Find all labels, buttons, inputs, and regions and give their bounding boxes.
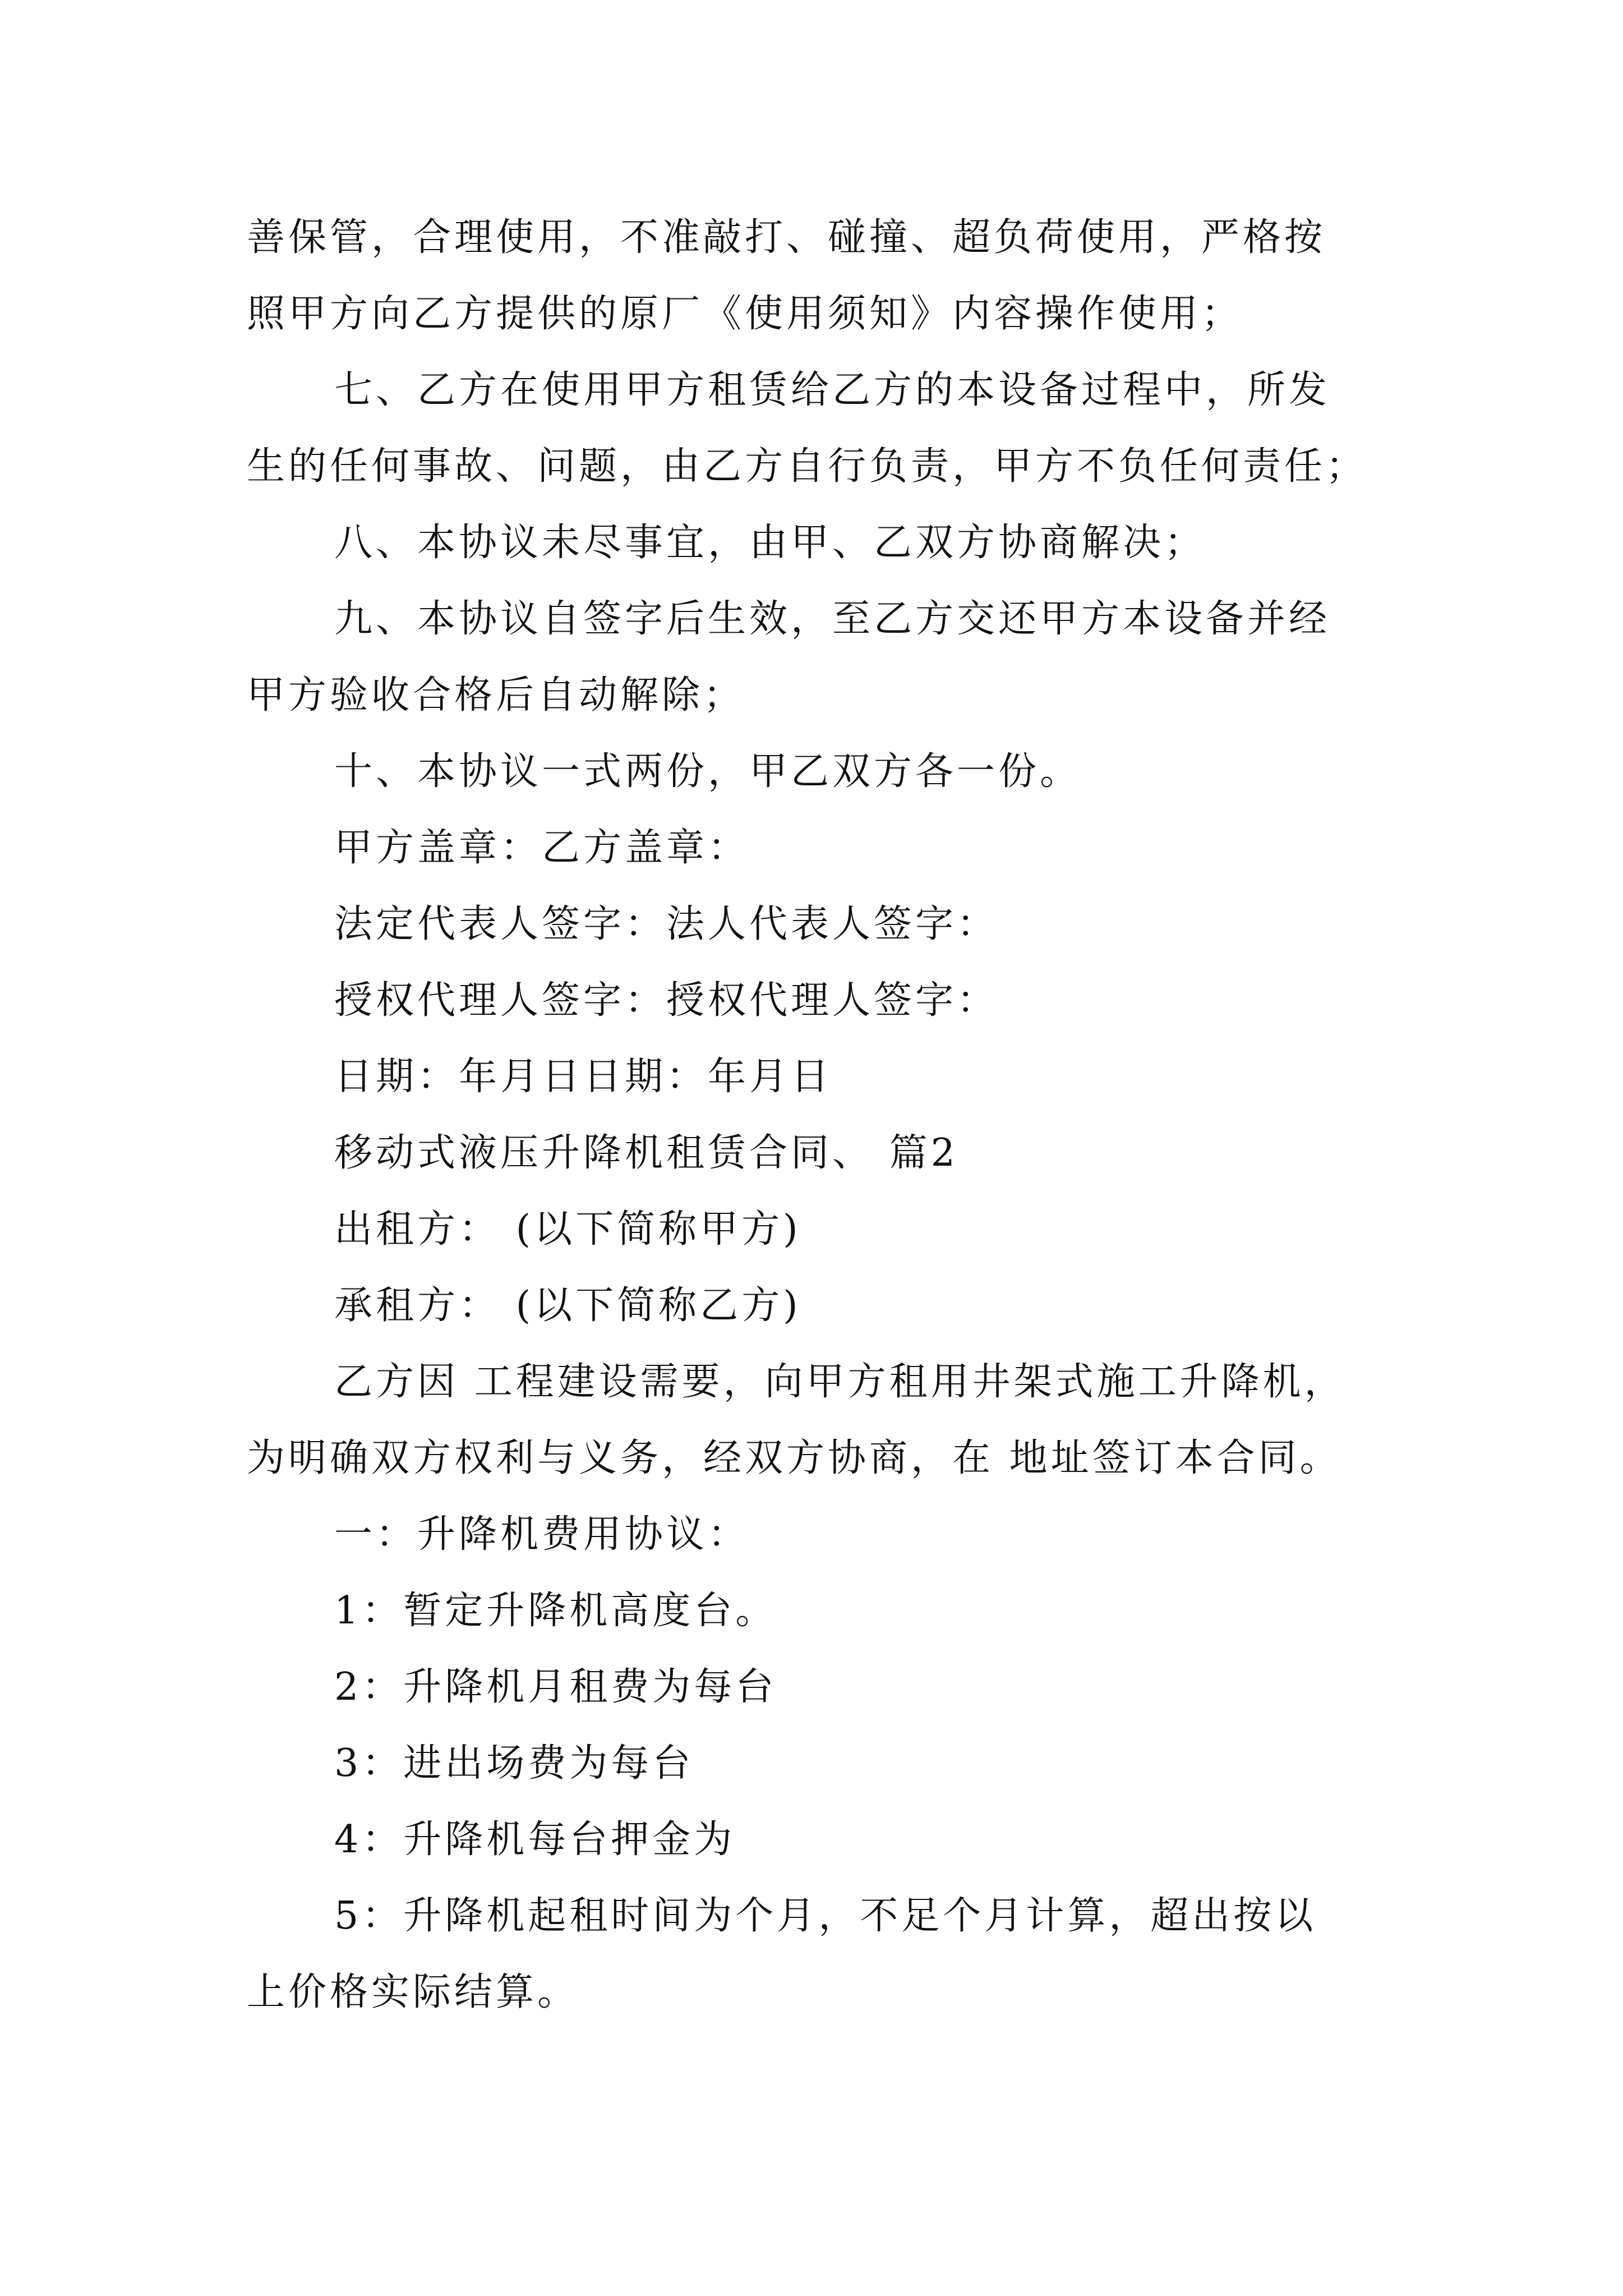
seal-line: 甲方盖章：乙方盖章： — [334, 826, 750, 870]
lessee-line: 承租方： (以下简称乙方) — [334, 1283, 801, 1328]
fee-item-2: 2：升降机月租费为每台 — [334, 1665, 777, 1709]
lessor-line: 出租方： (以下简称甲方) — [334, 1207, 801, 1251]
paragraph-line: 生的任何事故、问题，由乙方自行负责，甲方不负任何责任； — [247, 444, 1368, 489]
clause-seven: 七、乙方在使用甲方租赁给乙方的本设备过程中，所发 — [334, 368, 1331, 412]
contract-text — [247, 200, 1436, 2031]
fee-item-5: 5：升降机起租时间为个月，不足个月计算，超出按以 — [334, 1894, 1317, 1938]
clause-eight: 八、本协议未尽事宜，由甲、乙双方协商解决； — [334, 521, 1206, 565]
section-title: 移动式液压升降机租赁合同、 篇2 — [334, 1131, 958, 1175]
fee-item-4: 4：升降机每台押金为 — [334, 1818, 736, 1862]
paragraph-line: 善保管，合理使用，不准敲打、碰撞、超负荷使用，严格按 — [247, 215, 1326, 260]
paragraph-line: 为明确双方权利与义务，经双方协商，在 地址签订本合同。 — [247, 1436, 1341, 1480]
purpose-line: 乙方因 工程建设需要，向甲方租用井架式施工升降机， — [334, 1360, 1346, 1404]
paragraph-line: 上价格实际结算。 — [247, 1970, 579, 2014]
date-line: 日期：年月日日期：年月日 — [334, 1055, 833, 1099]
legal-representative-signature-line: 法定代表人签字：法人代表人签字： — [334, 902, 999, 946]
clause-ten: 十、本协议一式两份，甲乙双方各一份。 — [334, 749, 1082, 794]
authorized-agent-signature-line: 授权代理人签字：授权代理人签字： — [334, 978, 999, 1023]
fee-agreement-heading: 一：升降机费用协议： — [334, 1512, 750, 1557]
clause-nine: 九、本协议自签字后生效，至乙方交还甲方本设备并经 — [334, 597, 1331, 641]
fee-item-1: 1：暂定升降机高度台。 — [334, 1589, 777, 1633]
paragraph-line: 照甲方向乙方提供的原厂《使用须知》内容操作使用； — [247, 292, 1243, 336]
paragraph-line: 甲方验收合格后自动解除； — [247, 673, 745, 717]
fee-item-3: 3：进出场费为每台 — [334, 1741, 694, 1786]
